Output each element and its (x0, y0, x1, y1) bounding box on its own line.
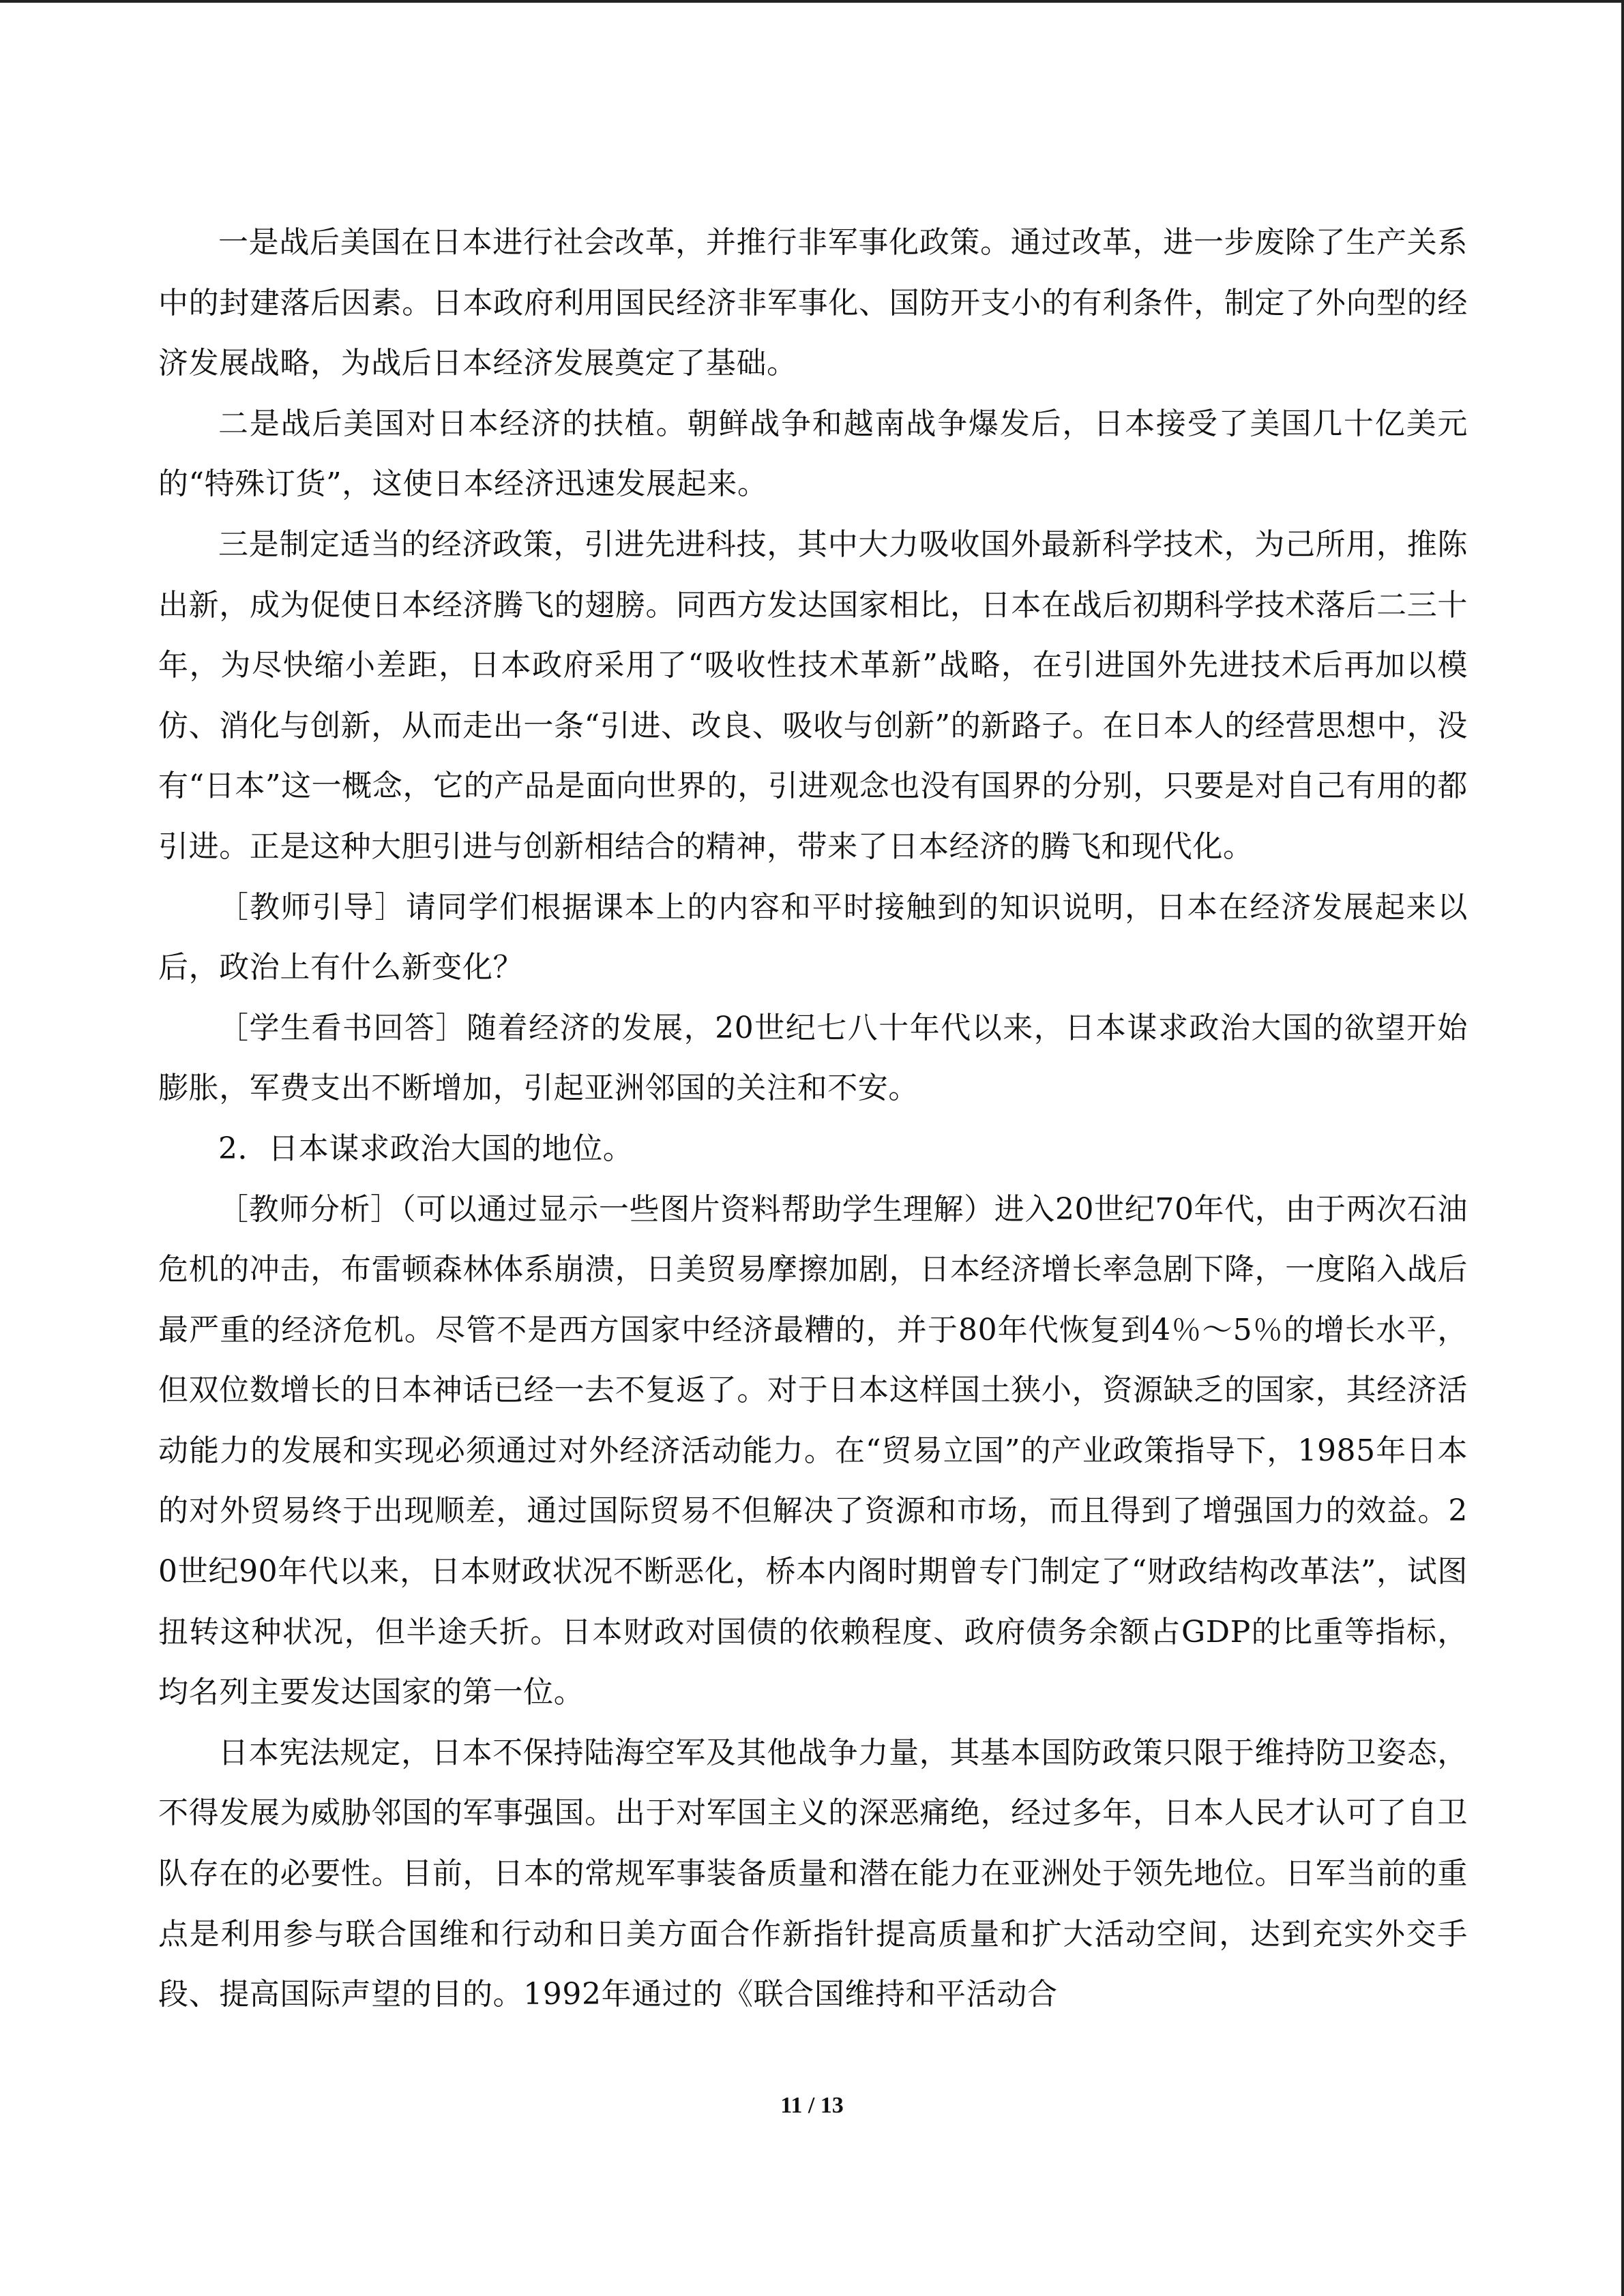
paragraph-8: 日本宪法规定，日本不保持陆海空军及其他战争力量，其基本国防政策只限于维持防卫姿态，不得发展为威胁邻国的军事强国。出于对军国主义的深恶痛绝，经过多年，日本人民才认可了自卫队存在的必要性。目前，日本的常规军事装备质量和潜在能力在亚洲处于领先地位。日军当前的重点是利用参与联合国维和行动和日美方面合作新指针提高质量和扩大活动空间，达到充实外交手段、提高国际声望的目的。1992年通过的《联合国维持和平活动合 (158, 1735, 1468, 2012)
paragraph-4: ［教师引导］请同学们根据课本上的内容和平时接触到的知识说明，日本在经济发展起来以后，政治上有什么新变化？ (158, 889, 1468, 985)
paragraph-2: 二是战后美国对日本经济的扶植。朝鲜战争和越南战争爆发后，日本接受了美国几十亿美元的“特殊订货”，这使日本经济迅速发展起来。 (158, 406, 1468, 502)
page-number: 11 / 13 (780, 2093, 844, 2118)
page-border-top (0, 0, 1624, 3)
page-border-right (1621, 0, 1624, 2296)
paragraph-7: ［教师分析］（可以通过显示一些图片资料帮助学生理解）进入20世纪70年代，由于两次石油危机的冲击，布雷顿森林体系崩溃，日美贸易摩擦加剧，日本经济增长率急剧下降，一度陷入战后最严重的经济危机。尽管不是西方国家中经济最糟的，并于80年代恢复到4％～5％的增长水平，但双位数增长的日本神话已经一去不复返了。对于日本这样国土狭小，资源缺乏的国家，其经济活动能力的发展和实现必须通过对外经济活动能力。在“贸易立国”的产业政策指导下，1985年日本的对外贸易终于出现顺差，通过国际贸易不但解决了资源和市场，而且得到了增强国力的效益。20世纪90年代以来，日本财政状况不断恶化，桥本内阁时期曾专门制定了“财政结构改革法”，试图扭转这种状况，但半途夭折。日本财政对国债的依赖程度、政府债务余额占GDP的比重等指标，均名列主要发达国家的第一位。 (158, 1191, 1468, 1710)
paragraph-5: ［学生看书回答］随着经济的发展，20世纪七八十年代以来，日本谋求政治大国的欲望开始膨胀，军费支出不断增加，引起亚洲邻国的关注和不安。 (158, 1010, 1468, 1106)
paragraph-6: 2．日本谋求政治大国的地位。 (218, 1131, 634, 1166)
paragraph-1: 一是战后美国在日本进行社会改革，并推行非军事化政策。通过改革，进一步废除了生产关系中的封建落后因素。日本政府利用国民经济非军事化、国防开支小的有利条件，制定了外向型的经济发展战略，为战后日本经济发展奠定了基础。 (158, 225, 1468, 381)
paragraph-3: 三是制定适当的经济政策，引进先进科技，其中大力吸收国外最新科学技术，为己所用，推陈出新，成为促使日本经济腾飞的翅膀。同西方发达国家相比，日本在战后初期科学技术落后二三十年，为尽快缩小差距，日本政府采用了“吸收性技术革新”战略，在引进国外先进技术后再加以模仿、消化与创新，从而走出一条“引进、改良、吸收与创新”的新路子。在日本人的经营思想中，没有“日本”这一概念，它的产品是面向世界的，引进观念也没有国界的分别，只要是对自己有用的都引进。正是这种大胆引进与创新相结合的精神，带来了日本经济的腾飞和现代化。 (158, 526, 1468, 864)
document-body (158, 213, 1468, 2025)
